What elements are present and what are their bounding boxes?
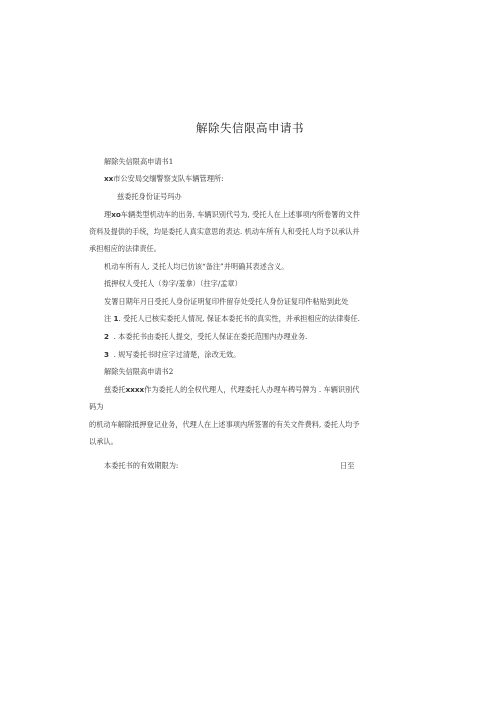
validity-end: 日至 <box>340 461 355 470</box>
note3-number: 3 <box>104 350 110 359</box>
addressee-line <box>104 174 224 184</box>
note1-number: 1 <box>113 314 119 323</box>
note-3 <box>104 350 240 360</box>
addressee-text: 市公安局交缅警察支队车辆管理所: <box>113 174 224 183</box>
paragraph3-bold: xxxx <box>125 385 145 394</box>
note1-prefix: 注 <box>104 314 112 323</box>
paragraph2-line2: 抵押权人受托人（券字/羞拿）（拄字/孟章） <box>104 279 242 288</box>
paragraph3-line3: 的机动车解除抵押登记业务，代理人在上述事项内所签署的有关文件费料, 委托人均予 <box>89 420 360 429</box>
entrust-subline: 兹委托身份证号玛办 <box>117 192 182 201</box>
paragraph2-line3: 发署日期年月日受托人身份证明复印件留存处受托人身份证复印件粘贴到此处 <box>104 297 349 306</box>
paragraph2-line1: 机动车所有人, 爻托人均已仿该“备注”并明确其表述含义。 <box>104 262 289 271</box>
paragraph1-text: 车辆类型机动车的出务, 车辆识别代号为, 受托人在上述事项内所卷署的文件 <box>120 210 360 219</box>
note-2 <box>104 332 307 342</box>
note2-text: . 本委托书由委托人提交，受托人保证在委托范围内办理业务. <box>113 332 308 341</box>
note1-text: . 受托人已核实委托人情况, 保证本委托书的真实性，并承担相应的法律奏任. <box>118 314 360 323</box>
section1-heading-text: 解除失信限高申请书1 <box>104 157 174 166</box>
validity-label: 本委托书的有效期限为: <box>104 461 179 470</box>
paragraph3-line4: 以承认。 <box>89 437 118 446</box>
paragraph3-line2: 码为 <box>89 402 104 411</box>
paragraph1-line1 <box>104 210 360 220</box>
paragraph1-prefix: 理 <box>104 210 112 219</box>
section1-heading <box>104 157 173 167</box>
document-title: 解除失信限高申请书 <box>196 121 304 135</box>
section2-heading: 解除失信限高申请书2 <box>104 367 174 376</box>
paragraph3-text: 作为委托人的全权代理人，代理委托人办理车稗号牌为 . 车辆识别代 <box>144 385 360 394</box>
note-1 <box>104 314 360 324</box>
note2-number: 2 <box>104 332 110 341</box>
paragraph1-line2: 资料及提供的手统，均是委托人真实意思的表达. 机动车所有人和受托人均予以承认并 <box>89 227 360 236</box>
note3-text: . 规写委托书时应字过清楚，涂改无效。 <box>113 350 241 359</box>
paragraph3-line1 <box>104 385 359 395</box>
paragraph3-prefix: 兹委托 <box>104 385 126 394</box>
addressee-prefix: xx <box>104 174 114 183</box>
paragraph1-bold: xo <box>111 210 121 219</box>
paragraph1-line3: 承担相应的法律责任。 <box>89 244 161 253</box>
